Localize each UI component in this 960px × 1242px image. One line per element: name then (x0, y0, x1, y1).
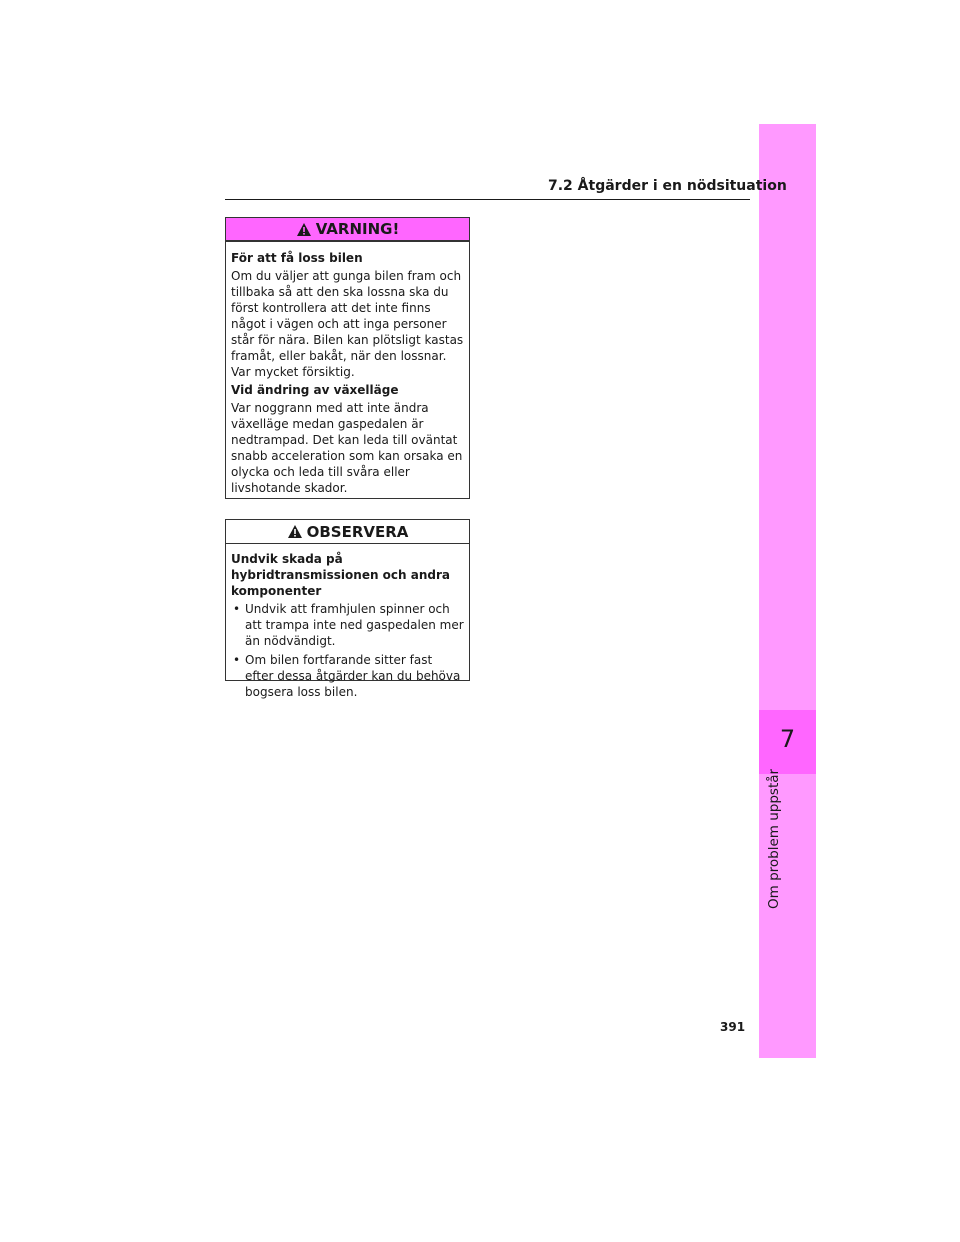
notice-box (225, 519, 470, 699)
warning-box (225, 217, 470, 499)
page-number: 391 (720, 1020, 746, 1034)
notice-bullet-item (231, 601, 464, 649)
chapter-title-text: Om problem uppstår (766, 768, 782, 909)
warning-box-header (226, 218, 469, 242)
chapter-number: 7 (779, 725, 796, 753)
notice-bullet-text-1: Undvik att framhjulen spinner och att trampa inte ned gaspedalen mer än nödvändigt. (245, 602, 464, 648)
chapter-side-tab (759, 124, 816, 1058)
bullet-dot: • (233, 653, 241, 667)
warning-triangle-icon (296, 222, 312, 237)
warning-heading-1: För att få loss bilen (231, 251, 363, 265)
notice-bullet-item (231, 652, 464, 700)
caution-triangle-icon (287, 524, 303, 539)
notice-box-header (226, 520, 469, 544)
section-title: 7.2 Åtgärder i en nödsituation (548, 178, 787, 194)
chapter-title (766, 768, 786, 914)
notice-heading: Undvik skada på hybridtransmissionen och andra komponenter (231, 552, 450, 598)
warning-box-title: VARNING! (315, 220, 400, 238)
header-divider (225, 199, 750, 200)
warning-box-body (226, 242, 469, 496)
bullet-dot: • (233, 602, 241, 616)
warning-text-1: Om du väljer att gunga bilen fram och tillbaka så att den ska lossna ska du först kontrollera att det inte finns något i vägen och att inga personer står för nära. Bilen kan plötsligt kastas framåt, eller bakåt, när den lossnar. Var mycket försiktig. (231, 269, 464, 379)
warning-text-2: Var noggrann med att inte ändra växelläge medan gaspedalen är nedtrampad. Det kan leda till oväntat snabb acceleration som kan orsaka en olycka och leda till svåra eller livshotande skador. (231, 401, 463, 495)
warning-heading-2: Vid ändring av växelläge (231, 383, 399, 397)
notice-box-title: OBSERVERA (306, 522, 409, 541)
notice-box-body (226, 544, 469, 700)
notice-bullet-text-2: Om bilen fortfarande sitter fast efter dessa åtgärder kan du behöva bogsera loss bilen. (245, 653, 461, 699)
